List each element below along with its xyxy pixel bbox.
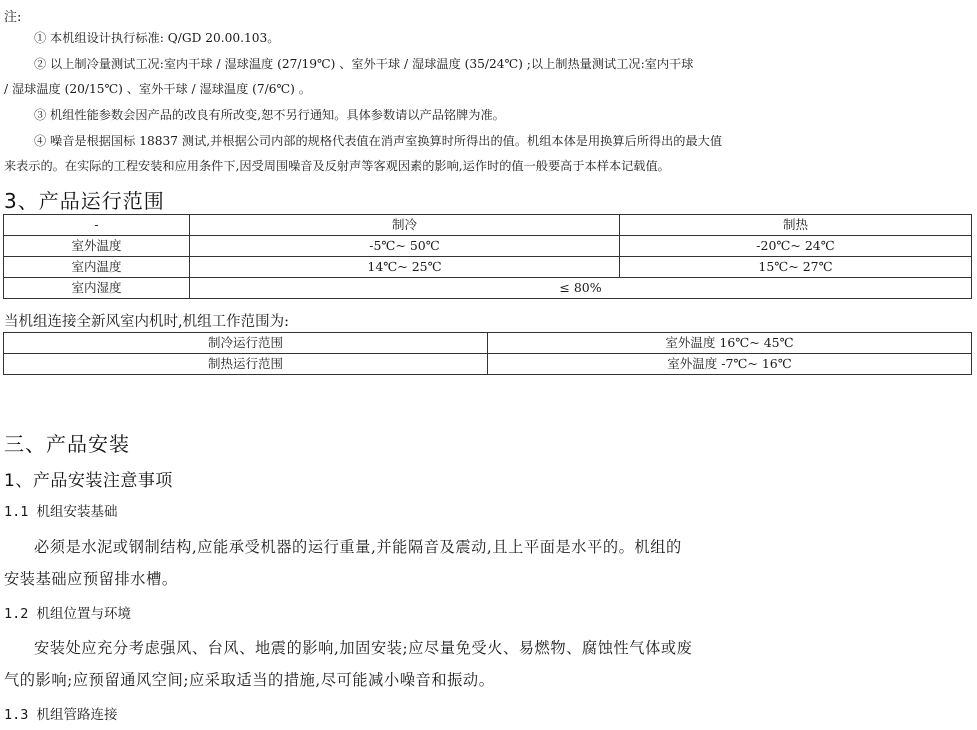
indoor-temp-cooling: 14℃~ 25℃	[190, 257, 620, 278]
table-header-heating: 制热	[620, 215, 972, 236]
row-label-indoor-humidity: 室内湿度	[4, 278, 190, 299]
subsection-title-location: 1.2 机组位置与环境	[4, 606, 132, 622]
table-header-cooling: 制冷	[190, 215, 620, 236]
notes-label: 注:	[4, 10, 22, 25]
note-item-4: ④ 噪音是根据国标 18837 测试,并根据公司内部的规格代表值在消声室换算时所得出的值。机组本体是用换算后所得出的最大值	[34, 134, 723, 148]
note-item-4-cont: 来表示的。在实际的工程安装和应用条件下,因受周围噪音及反射声等客观因素的影响,运作时的值一般要高于本样本记载值。	[4, 159, 670, 173]
table-row	[4, 215, 972, 236]
section-title-range: 3、产品运行范围	[4, 189, 165, 213]
row-label-outdoor-temp: 室外温度	[4, 236, 190, 257]
note-item-1: ① 本机组设计执行标准: Q/GD 20.00.103。	[34, 31, 280, 45]
subsection-title-piping: 1.3 机组管路连接	[4, 707, 118, 723]
note-item-2: ② 以上制冷量测试工况:室内干球 / 湿球温度 (27/19℃) 、室外干球 / 湿球温度 (35/24℃) ;以上制热量测试工况:室内干球	[34, 57, 694, 71]
table-row	[4, 236, 972, 257]
operating-range-table	[3, 214, 972, 299]
fresh-air-mode-cooling: 制冷运行范围	[4, 333, 488, 354]
table-row	[4, 257, 972, 278]
location-para-line-2: 气的影响;应预留通风空间;应采取适当的措施,尽可能减小噪音和振动。	[4, 671, 495, 689]
note-item-3: ③ 机组性能参数会因产品的改良有所改变,恕不另行通知。具体参数请以产品铭牌为准。	[34, 108, 505, 122]
foundation-para-line-2: 安装基础应预留排水槽。	[4, 570, 178, 588]
fresh-air-range-cooling: 室外温度 16℃~ 45℃	[488, 333, 972, 354]
fresh-air-intro: 当机组连接全新风室内机时,机组工作范围为:	[4, 314, 289, 330]
table-row	[4, 278, 972, 299]
outdoor-temp-heating: -20℃~ 24℃	[620, 236, 972, 257]
row-label-indoor-temp: 室内温度	[4, 257, 190, 278]
location-para-line-1: 安装处应充分考虑强风、台风、地震的影响,加固安装;应尽量免受火、易燃物、腐蚀性气体或废	[34, 639, 693, 657]
foundation-para-line-1: 必须是水泥或钢制结构,应能承受机器的运行重量,并能隔音及震动,且上平面是水平的。机组的	[34, 538, 682, 556]
fresh-air-range-table	[3, 332, 972, 375]
table-row	[4, 354, 972, 375]
table-row	[4, 333, 972, 354]
note-item-2-cont: / 湿球温度 (20/15℃) 、室外干球 / 湿球温度 (7/6℃) 。	[4, 82, 311, 96]
fresh-air-mode-heating: 制热运行范围	[4, 354, 488, 375]
indoor-humidity-value: ≤ 80%	[190, 278, 972, 299]
outdoor-temp-cooling: -5℃~ 50℃	[190, 236, 620, 257]
indoor-temp-heating: 15℃~ 27℃	[620, 257, 972, 278]
fresh-air-range-heating: 室外温度 -7℃~ 16℃	[488, 354, 972, 375]
subsection-title-foundation: 1.1 机组安装基础	[4, 504, 118, 520]
chapter-title-install: 三、产品安装	[4, 432, 130, 456]
section-title-install-notes: 1、产品安装注意事项	[4, 471, 173, 491]
table-header-cell: -	[4, 215, 190, 236]
